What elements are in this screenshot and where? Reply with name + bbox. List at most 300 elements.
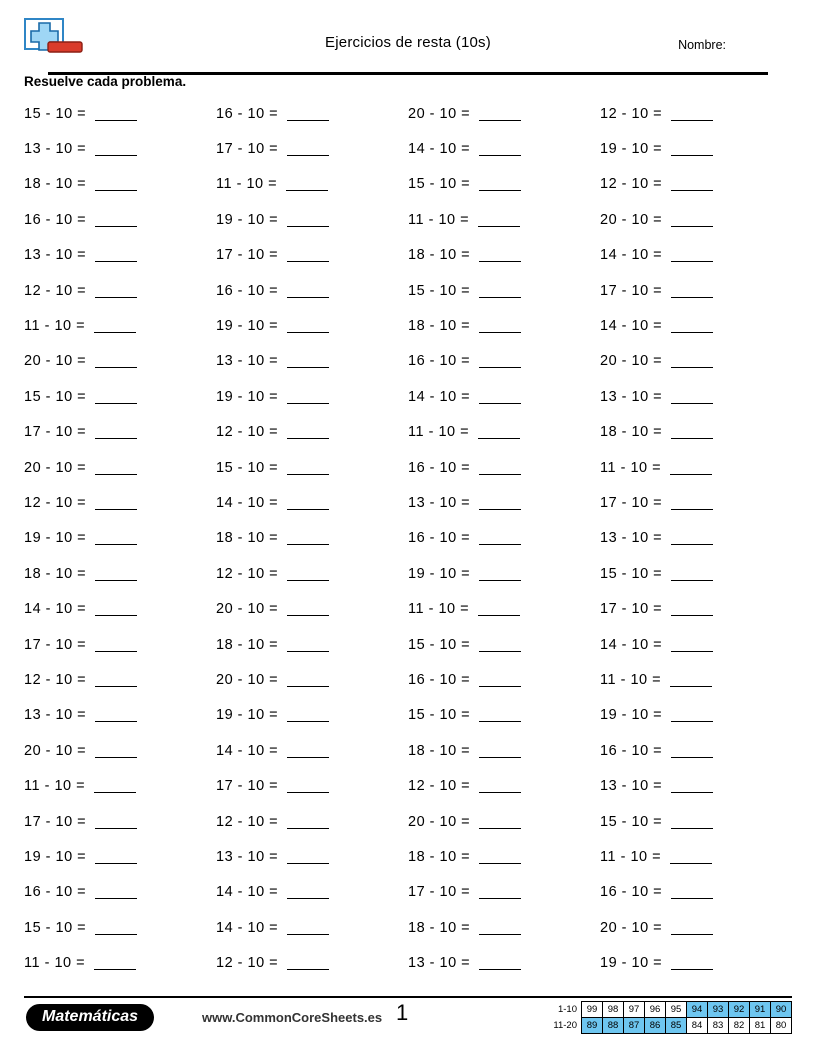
problem-item (408, 768, 600, 803)
problem-item (24, 556, 216, 591)
problem-expression: 18 - 10 = (600, 424, 663, 441)
answer-blank[interactable] (287, 107, 329, 121)
problem-item (216, 202, 408, 237)
problem-expression: 17 - 10 = (600, 282, 663, 299)
instructions-text: Resuelve cada problema. (24, 74, 187, 89)
answer-key-cell: 84 (687, 1018, 708, 1034)
answer-blank[interactable] (95, 638, 137, 652)
problem-expression: 15 - 10 = (408, 176, 471, 193)
problem-expression: 11 - 10 = (600, 459, 662, 476)
answer-key-row-label: 1-10 (557, 1004, 577, 1015)
problem-item (24, 344, 216, 379)
problem-item (24, 662, 216, 697)
answer-blank[interactable] (671, 815, 713, 829)
answer-blank[interactable] (479, 567, 521, 581)
answer-key-cell: 92 (729, 1002, 750, 1018)
problem-expression: 17 - 10 = (216, 247, 279, 264)
problem-item (600, 96, 792, 131)
problem-item (24, 627, 216, 662)
answer-blank[interactable] (287, 425, 329, 439)
problem-item (24, 839, 216, 874)
problem-item (408, 238, 600, 273)
problem-item (408, 662, 600, 697)
problem-item (24, 167, 216, 202)
problem-expression: 16 - 10 = (24, 884, 87, 901)
problem-expression: 20 - 10 = (24, 353, 87, 370)
answer-key-cell: 81 (750, 1018, 771, 1034)
problem-item (24, 131, 216, 166)
problem-expression: 19 - 10 = (24, 530, 87, 547)
problem-expression: 17 - 10 = (600, 601, 663, 618)
problem-expression: 17 - 10 = (24, 424, 87, 441)
answer-key-cell: 95 (666, 1002, 687, 1018)
answer-key-cell: 89 (582, 1018, 603, 1034)
answer-blank[interactable] (671, 142, 713, 156)
answer-blank[interactable] (479, 177, 521, 191)
answer-blank[interactable] (287, 850, 329, 864)
answer-blank[interactable] (478, 213, 520, 227)
answer-blank[interactable] (479, 531, 521, 545)
answer-blank[interactable] (478, 425, 520, 439)
problem-item (216, 273, 408, 308)
answer-blank[interactable] (479, 638, 521, 652)
problem-expression: 12 - 10 = (408, 778, 471, 795)
table-row (543, 1002, 792, 1018)
answer-blank[interactable] (478, 602, 520, 616)
problem-item (24, 768, 216, 803)
answer-blank[interactable] (95, 248, 137, 262)
problem-expression: 11 - 10 = (600, 848, 662, 865)
problem-item (600, 450, 792, 485)
answer-blank[interactable] (95, 885, 137, 899)
problem-item (600, 238, 792, 273)
problem-expression: 13 - 10 = (24, 247, 87, 264)
answer-blank[interactable] (287, 602, 329, 616)
answer-blank[interactable] (670, 461, 712, 475)
answer-blank[interactable] (95, 744, 137, 758)
problem-expression: 15 - 10 = (216, 459, 279, 476)
problem-expression: 14 - 10 = (408, 141, 471, 158)
problem-expression: 19 - 10 = (408, 565, 471, 582)
problem-expression: 18 - 10 = (24, 565, 87, 582)
answer-blank[interactable] (95, 921, 137, 935)
problem-item (216, 167, 408, 202)
answer-blank[interactable] (287, 461, 329, 475)
answer-blank[interactable] (95, 354, 137, 368)
problem-expression: 15 - 10 = (24, 105, 87, 122)
answer-blank[interactable] (479, 461, 521, 475)
page-number: 1 (396, 1000, 409, 1025)
problem-expression: 15 - 10 = (408, 636, 471, 653)
answer-blank[interactable] (287, 956, 329, 970)
problem-expression: 17 - 10 = (24, 636, 87, 653)
problem-item (600, 485, 792, 520)
answer-blank[interactable] (95, 708, 137, 722)
answer-blank[interactable] (287, 496, 329, 510)
answer-blank[interactable] (479, 319, 521, 333)
problem-item (216, 839, 408, 874)
answer-key-cell: 93 (708, 1002, 729, 1018)
answer-blank[interactable] (95, 461, 137, 475)
problem-expression: 18 - 10 = (24, 176, 87, 193)
problem-item (408, 910, 600, 945)
answer-blank[interactable] (671, 567, 713, 581)
answer-blank[interactable] (479, 354, 521, 368)
answer-blank[interactable] (671, 319, 713, 333)
problem-expression: 20 - 10 = (216, 671, 279, 688)
problem-item (216, 627, 408, 662)
answer-blank[interactable] (479, 673, 521, 687)
answer-blank[interactable] (479, 921, 521, 935)
problem-item (216, 875, 408, 910)
answer-key-cell: 88 (603, 1018, 624, 1034)
problem-expression: 15 - 10 = (408, 707, 471, 724)
answer-blank[interactable] (287, 531, 329, 545)
answer-blank[interactable] (479, 708, 521, 722)
problem-item (24, 521, 216, 556)
answer-blank[interactable] (287, 354, 329, 368)
problem-item (408, 627, 600, 662)
problem-expression: 13 - 10 = (408, 494, 471, 511)
problem-expression: 16 - 10 = (216, 282, 279, 299)
problem-item (408, 591, 600, 626)
answer-blank[interactable] (95, 213, 137, 227)
problem-expression: 14 - 10 = (216, 919, 279, 936)
answer-blank[interactable] (287, 779, 329, 793)
problem-expression: 17 - 10 = (216, 141, 279, 158)
problem-item (24, 875, 216, 910)
problem-expression: 17 - 10 = (600, 494, 663, 511)
problem-item (24, 273, 216, 308)
problem-item (408, 698, 600, 733)
problem-item (216, 804, 408, 839)
problem-item (600, 308, 792, 343)
problem-item (600, 627, 792, 662)
problem-expression: 15 - 10 = (24, 919, 87, 936)
answer-blank[interactable] (671, 921, 713, 935)
problem-expression: 20 - 10 = (600, 919, 663, 936)
answer-blank[interactable] (479, 744, 521, 758)
problem-item (24, 415, 216, 450)
answer-blank[interactable] (94, 956, 136, 970)
answer-blank[interactable] (287, 567, 329, 581)
problem-item (600, 556, 792, 591)
problem-expression: 11 - 10 = (216, 176, 278, 193)
problem-expression: 18 - 10 = (216, 530, 279, 547)
answer-blank[interactable] (95, 673, 137, 687)
answer-blank[interactable] (479, 885, 521, 899)
problem-item (216, 238, 408, 273)
problem-item (24, 450, 216, 485)
problem-expression: 13 - 10 = (600, 530, 663, 547)
problem-item (216, 379, 408, 414)
problem-expression: 14 - 10 = (600, 318, 663, 335)
answer-key-cell: 90 (771, 1002, 792, 1018)
problem-expression: 14 - 10 = (216, 494, 279, 511)
name-label: Nombre: (678, 38, 726, 52)
answer-blank[interactable] (95, 531, 137, 545)
problem-item (216, 415, 408, 450)
problem-expression: 11 - 10 = (408, 601, 470, 618)
answer-blank[interactable] (671, 602, 713, 616)
problem-item (600, 344, 792, 379)
answer-blank[interactable] (479, 815, 521, 829)
answer-blank[interactable] (95, 390, 137, 404)
answer-blank[interactable] (95, 142, 137, 156)
problem-expression: 12 - 10 = (24, 494, 87, 511)
problem-item (408, 733, 600, 768)
problem-item (408, 131, 600, 166)
problem-expression: 11 - 10 = (24, 318, 86, 335)
problem-expression: 16 - 10 = (600, 884, 663, 901)
answer-blank[interactable] (94, 779, 136, 793)
problem-expression: 12 - 10 = (600, 176, 663, 193)
problem-expression: 15 - 10 = (408, 282, 471, 299)
answer-blank[interactable] (671, 107, 713, 121)
answer-blank[interactable] (671, 708, 713, 722)
problem-item (24, 698, 216, 733)
problem-item (408, 379, 600, 414)
answer-blank[interactable] (671, 425, 713, 439)
problem-item (600, 945, 792, 980)
answer-blank[interactable] (95, 177, 137, 191)
problem-item (24, 308, 216, 343)
problem-item (216, 662, 408, 697)
problem-expression: 14 - 10 = (24, 601, 87, 618)
problem-expression: 17 - 10 = (216, 778, 279, 795)
problem-item (600, 202, 792, 237)
problem-item (408, 839, 600, 874)
problem-expression: 14 - 10 = (216, 884, 279, 901)
answer-key-cell: 91 (750, 1002, 771, 1018)
answer-blank[interactable] (479, 779, 521, 793)
answer-blank[interactable] (670, 850, 712, 864)
answer-blank[interactable] (479, 142, 521, 156)
answer-blank[interactable] (479, 107, 521, 121)
problem-expression: 13 - 10 = (216, 353, 279, 370)
answer-key-cell: 87 (624, 1018, 645, 1034)
problem-expression: 11 - 10 = (24, 778, 86, 795)
problem-expression: 13 - 10 = (600, 388, 663, 405)
site-url[interactable]: www.CommonCoreSheets.es (202, 1010, 383, 1025)
answer-blank[interactable] (479, 248, 521, 262)
answer-blank[interactable] (287, 921, 329, 935)
answer-blank[interactable] (671, 213, 713, 227)
problem-item (600, 591, 792, 626)
answer-key-cell: 97 (624, 1002, 645, 1018)
answer-blank[interactable] (671, 390, 713, 404)
problem-item (216, 698, 408, 733)
answer-blank[interactable] (287, 815, 329, 829)
answer-blank[interactable] (479, 496, 521, 510)
answer-blank[interactable] (671, 956, 713, 970)
problem-expression: 16 - 10 = (408, 530, 471, 547)
problem-expression: 15 - 10 = (600, 813, 663, 830)
answer-blank[interactable] (95, 284, 137, 298)
answer-blank[interactable] (671, 531, 713, 545)
problem-item (24, 96, 216, 131)
problem-expression: 16 - 10 = (24, 211, 87, 228)
problem-item (408, 96, 600, 131)
problem-item (216, 945, 408, 980)
answer-blank[interactable] (95, 850, 137, 864)
problem-item (408, 308, 600, 343)
answer-blank[interactable] (95, 602, 137, 616)
problem-item (600, 379, 792, 414)
answer-key-cell: 96 (645, 1002, 666, 1018)
answer-blank[interactable] (287, 390, 329, 404)
answer-blank[interactable] (287, 708, 329, 722)
answer-blank[interactable] (287, 319, 329, 333)
problem-item (600, 910, 792, 945)
problem-expression: 20 - 10 = (24, 459, 87, 476)
problem-expression: 12 - 10 = (216, 424, 279, 441)
problem-expression: 14 - 10 = (600, 636, 663, 653)
problem-expression: 11 - 10 = (408, 424, 470, 441)
problem-item (600, 875, 792, 910)
answer-blank[interactable] (95, 425, 137, 439)
answer-blank[interactable] (287, 744, 329, 758)
footer-divider (24, 996, 792, 998)
problem-expression: 17 - 10 = (408, 884, 471, 901)
answer-blank[interactable] (286, 177, 328, 191)
problem-expression: 20 - 10 = (600, 353, 663, 370)
table-row (543, 1018, 792, 1034)
problem-item (408, 415, 600, 450)
problem-item (408, 556, 600, 591)
answer-blank[interactable] (479, 956, 521, 970)
worksheet-header (24, 0, 792, 56)
answer-blank[interactable] (671, 779, 713, 793)
answer-blank[interactable] (671, 638, 713, 652)
problem-expression: 12 - 10 = (24, 282, 87, 299)
answer-blank[interactable] (479, 390, 521, 404)
problem-item (600, 273, 792, 308)
answer-key-cell: 86 (645, 1018, 666, 1034)
problem-item (24, 485, 216, 520)
problem-item (216, 131, 408, 166)
answer-blank[interactable] (94, 319, 136, 333)
problem-expression: 19 - 10 = (600, 955, 663, 972)
problem-item (600, 131, 792, 166)
problem-expression: 12 - 10 = (216, 955, 279, 972)
answer-blank[interactable] (671, 496, 713, 510)
answer-blank[interactable] (95, 496, 137, 510)
problem-expression: 18 - 10 = (408, 742, 471, 759)
problem-expression: 12 - 10 = (24, 671, 87, 688)
problem-expression: 20 - 10 = (408, 813, 471, 830)
answer-key-cell: 85 (666, 1018, 687, 1034)
problem-item (408, 485, 600, 520)
problem-expression: 11 - 10 = (24, 955, 86, 972)
answer-key-row-label: 11-20 (553, 1020, 577, 1031)
problem-expression: 15 - 10 = (24, 388, 87, 405)
problem-item (408, 521, 600, 556)
answer-blank[interactable] (671, 885, 713, 899)
problem-expression: 19 - 10 = (600, 141, 663, 158)
answer-blank[interactable] (671, 177, 713, 191)
problem-item (216, 733, 408, 768)
answer-blank[interactable] (287, 284, 329, 298)
problem-item (24, 379, 216, 414)
problem-item (24, 591, 216, 626)
problem-item (600, 167, 792, 202)
problem-expression: 13 - 10 = (600, 778, 663, 795)
answer-blank[interactable] (287, 638, 329, 652)
problem-expression: 19 - 10 = (216, 707, 279, 724)
problem-expression: 13 - 10 = (216, 848, 279, 865)
answer-blank[interactable] (671, 744, 713, 758)
problem-item (600, 839, 792, 874)
problem-expression: 16 - 10 = (216, 105, 279, 122)
problem-expression: 14 - 10 = (600, 247, 663, 264)
problem-item (24, 804, 216, 839)
answer-blank[interactable] (479, 284, 521, 298)
problem-expression: 14 - 10 = (216, 742, 279, 759)
problem-item (600, 698, 792, 733)
answer-key-cell: 82 (729, 1018, 750, 1034)
answer-blank[interactable] (287, 673, 329, 687)
problem-expression: 18 - 10 = (216, 636, 279, 653)
answer-blank[interactable] (95, 567, 137, 581)
problem-expression: 13 - 10 = (408, 955, 471, 972)
problem-item (216, 591, 408, 626)
answer-key-cell: 98 (603, 1002, 624, 1018)
answer-blank[interactable] (671, 248, 713, 262)
problem-expression: 13 - 10 = (24, 707, 87, 724)
answer-blank[interactable] (670, 673, 712, 687)
answer-blank[interactable] (671, 284, 713, 298)
problem-item (216, 768, 408, 803)
problem-expression: 18 - 10 = (408, 247, 471, 264)
answer-blank[interactable] (671, 354, 713, 368)
problem-expression: 12 - 10 = (216, 813, 279, 830)
problem-item (408, 804, 600, 839)
problem-item (216, 910, 408, 945)
problem-item (216, 556, 408, 591)
answer-blank[interactable] (287, 142, 329, 156)
answer-blank[interactable] (95, 815, 137, 829)
problem-expression: 18 - 10 = (408, 919, 471, 936)
brand-badge: Matemáticas (26, 1004, 154, 1031)
problem-item (600, 521, 792, 556)
problem-expression: 17 - 10 = (24, 813, 87, 830)
answer-blank[interactable] (287, 248, 329, 262)
problem-expression: 16 - 10 = (408, 671, 471, 688)
problem-item (408, 344, 600, 379)
worksheet-footer (24, 996, 792, 1042)
problem-expression: 16 - 10 = (600, 742, 663, 759)
problem-item (408, 875, 600, 910)
answer-blank[interactable] (287, 213, 329, 227)
problem-item (600, 804, 792, 839)
problem-item (24, 945, 216, 980)
problems-grid (24, 96, 792, 981)
problem-expression: 20 - 10 = (408, 105, 471, 122)
answer-key-cell: 80 (771, 1018, 792, 1034)
answer-blank[interactable] (95, 107, 137, 121)
problem-item (216, 521, 408, 556)
problem-expression: 14 - 10 = (408, 388, 471, 405)
problem-item (24, 202, 216, 237)
problem-expression: 19 - 10 = (216, 388, 279, 405)
problem-item (600, 768, 792, 803)
problem-expression: 19 - 10 = (600, 707, 663, 724)
problem-expression: 11 - 10 = (408, 211, 470, 228)
problem-item (408, 450, 600, 485)
answer-blank[interactable] (287, 885, 329, 899)
answer-blank[interactable] (479, 850, 521, 864)
